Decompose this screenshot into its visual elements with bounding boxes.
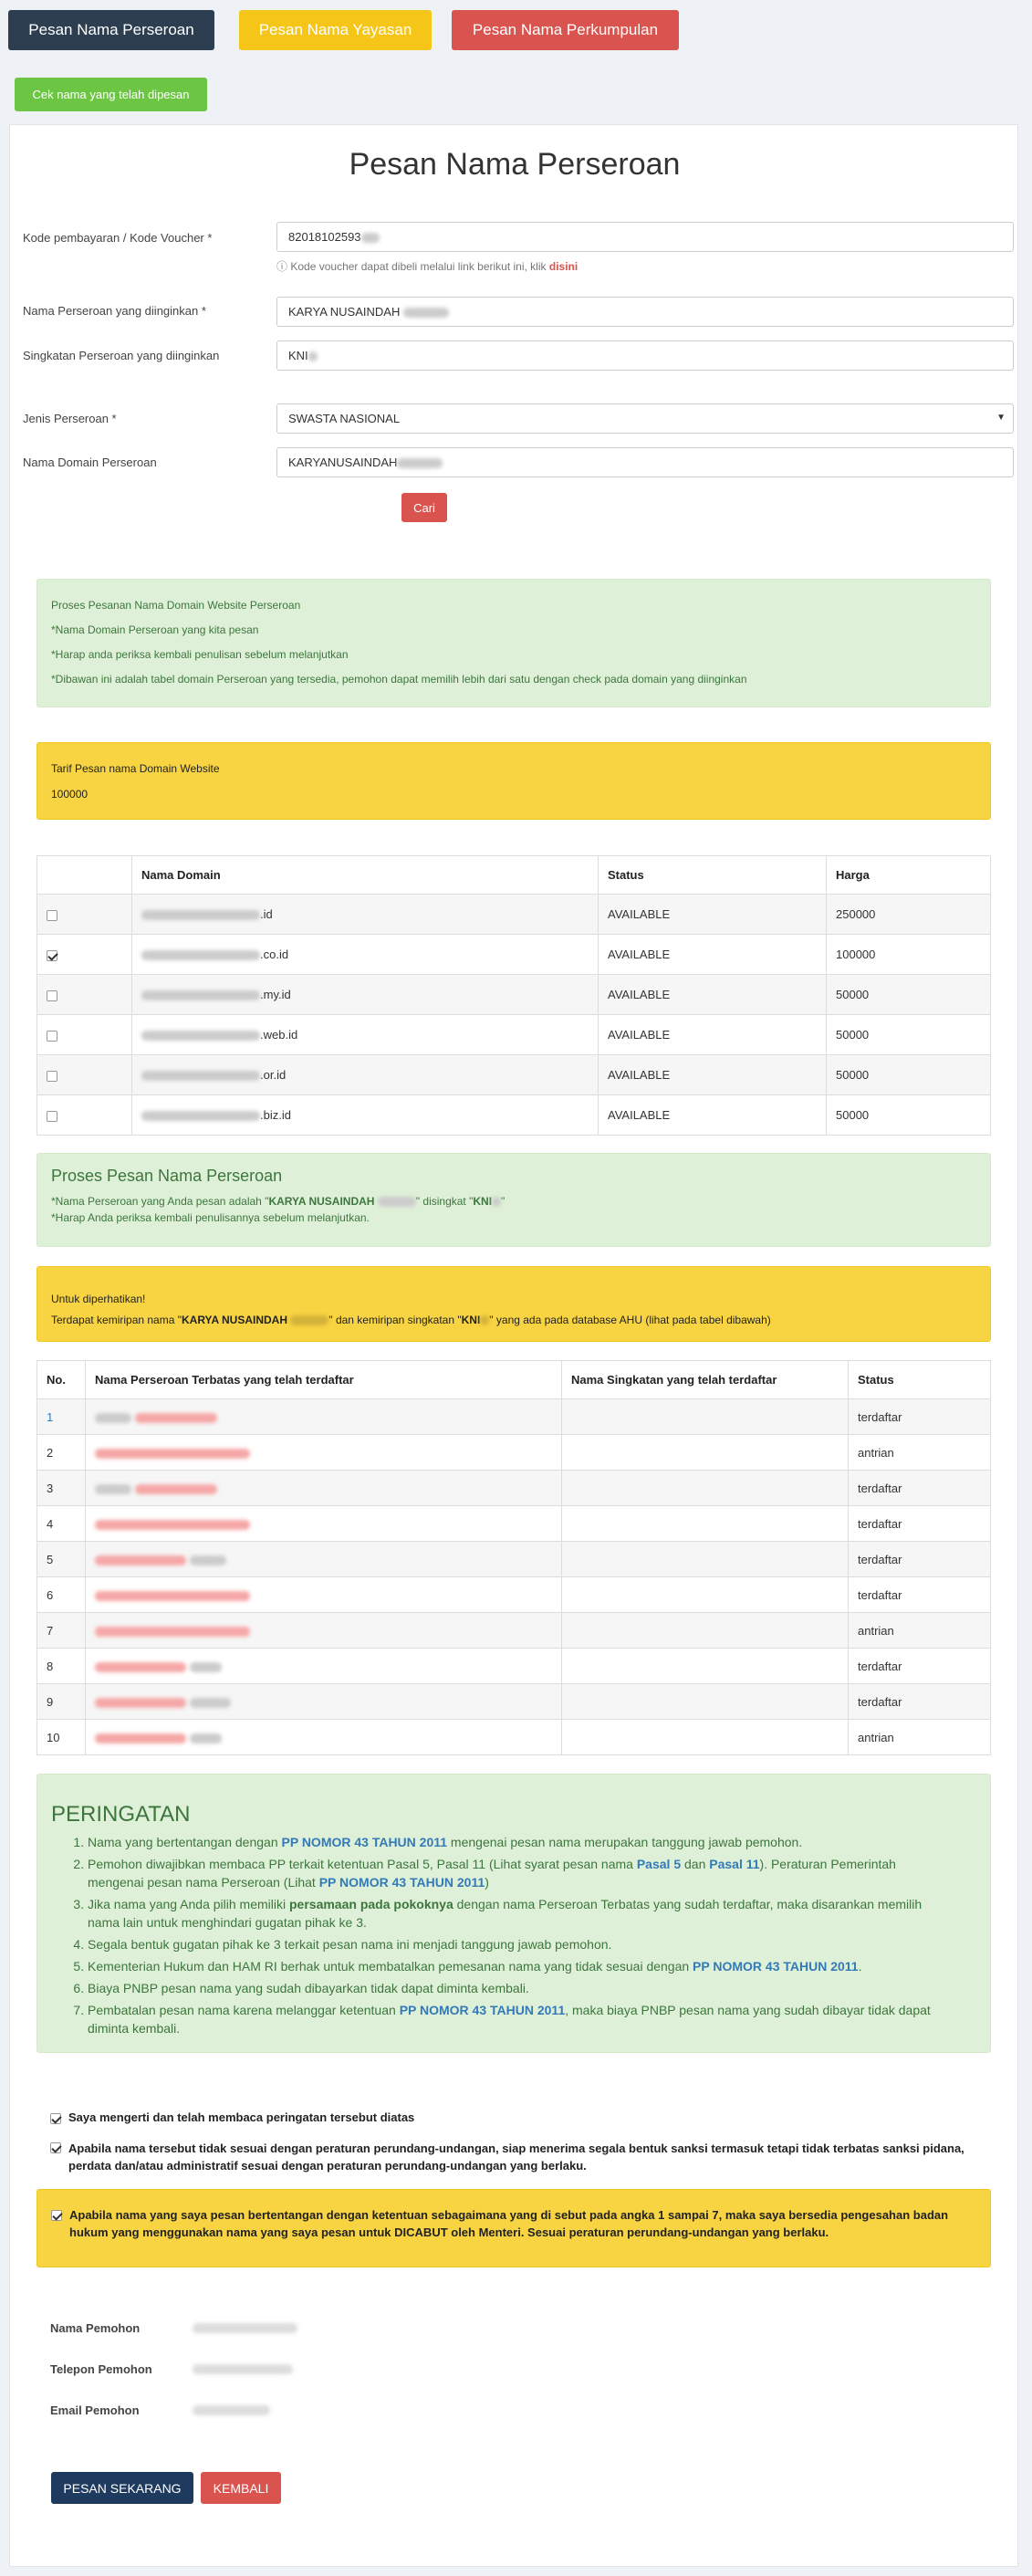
domain-info-title: Proses Pesanan Nama Domain Website Perseroan <box>51 599 301 612</box>
table-row <box>37 1577 991 1613</box>
info-icon: ⓘ <box>276 260 288 273</box>
agree-3-checkbox[interactable] <box>51 2210 62 2221</box>
domain-table-header-harga: Harga <box>827 856 991 895</box>
tarif-alert <box>36 742 991 820</box>
registered-no: 7 <box>37 1613 86 1649</box>
registered-singkatan-cell <box>562 1684 849 1720</box>
registered-nama-redacted <box>95 1555 186 1565</box>
registered-no: 2 <box>37 1435 86 1471</box>
registered-nama-redacted <box>135 1484 217 1494</box>
registered-nama-redacted <box>95 1520 250 1530</box>
registered-nama-redacted <box>95 1627 250 1637</box>
registered-nama-redacted <box>190 1555 226 1565</box>
registered-nama-cell <box>86 1435 562 1471</box>
jenis-label: Jenis Perseroan * <box>23 412 117 425</box>
registered-nama-redacted <box>135 1413 217 1423</box>
registered-status: terdaftar <box>849 1684 991 1720</box>
perhatian-abbr: KNI <box>461 1314 481 1326</box>
domain-info-alert <box>36 579 991 707</box>
domain-checkbox[interactable] <box>47 910 57 921</box>
peringatan-item <box>88 2001 954 2037</box>
registered-no: 9 <box>37 1684 86 1720</box>
domain-label: Nama Domain Perseroan <box>23 456 157 469</box>
domain-table-header-select <box>37 856 132 895</box>
registered-no: 8 <box>37 1649 86 1684</box>
agree-2-text: Apabila nama tersebut tidak sesuai dengan peraturan perundang-undangan, siap menerima segala bentuk sanksi termasuk tetapi tidak terbatas sanksi pidana, perdata dan/atau administratif sesuai dengan peraturan perundang-undangan yang berlaku. <box>68 2141 964 2173</box>
pp-link[interactable]: PP NOMOR 43 TAHUN 2011 <box>693 1959 859 1974</box>
page-title: Pesan Nama Perseroan <box>349 147 681 182</box>
domain-redacted <box>141 990 260 1000</box>
registered-singkatan-cell <box>562 1613 849 1649</box>
pp-link[interactable]: PP NOMOR 43 TAHUN 2011 <box>281 1835 448 1849</box>
domain-value: KARYANUSAINDAH <box>288 456 398 469</box>
domain-harga: 50000 <box>827 1095 991 1136</box>
registered-nama-redacted <box>190 1733 222 1744</box>
peringatan-text: Nama yang bertentangan dengan <box>88 1835 282 1849</box>
domain-checkbox-cell <box>37 935 132 975</box>
perhatian-text-c: " yang ada pada database AHU (lihat pada tabel dibawah) <box>489 1314 771 1326</box>
voucher-label: Kode pembayaran / Kode Voucher * <box>23 231 213 245</box>
proses-text-b: " disingkat " <box>415 1195 474 1208</box>
domain-suffix: .my.id <box>260 988 291 1001</box>
agree-1-text: Saya mengerti dan telah membaca peringatan tersebut diatas <box>68 2110 415 2124</box>
peringatan-text: . <box>858 1959 862 1974</box>
pasal5-link[interactable]: Pasal 5 <box>636 1857 682 1871</box>
domain-redacted <box>141 1031 260 1041</box>
table-row <box>37 1471 991 1506</box>
registered-nama-redacted <box>190 1662 222 1672</box>
table-row <box>37 1055 991 1095</box>
domain-status: AVAILABLE <box>599 1055 827 1095</box>
registered-nama-cell <box>86 1399 562 1435</box>
proses-title: Proses Pesan Nama Perseroan <box>51 1167 283 1185</box>
peringatan-text: ). Peraturan Pemerintah mengenai pesan nama Perseroan (Lihat <box>88 1857 896 1890</box>
table-row <box>37 935 991 975</box>
domain-name-cell <box>132 895 599 935</box>
domain-info-line3: *Dibawan ini adalah tabel domain Perseroan yang tersedia, pemohon dapat memilih lebih dari satu dengan check pada domain yang diinginkan <box>51 673 747 686</box>
voucher-redacted <box>361 233 380 243</box>
pp-link[interactable]: PP NOMOR 43 TAHUN 2011 <box>399 2003 566 2017</box>
jenis-value: SWASTA NASIONAL <box>288 412 401 425</box>
registered-singkatan-cell <box>562 1720 849 1755</box>
table-row <box>37 1649 991 1684</box>
table-row <box>37 1720 991 1755</box>
domain-checkbox-cell <box>37 1015 132 1055</box>
registered-nama-redacted <box>95 1698 186 1708</box>
domain-name-cell <box>132 1015 599 1055</box>
registered-singkatan-cell <box>562 1506 849 1542</box>
domain-harga: 100000 <box>827 935 991 975</box>
domain-redacted <box>141 910 260 920</box>
domain-input[interactable] <box>276 447 1014 477</box>
registered-no: 1 <box>37 1399 86 1435</box>
perhatian-alert <box>36 1266 991 1342</box>
domain-checkbox[interactable] <box>47 1111 57 1122</box>
registered-no: 4 <box>37 1506 86 1542</box>
agree-3-text: Apabila nama yang saya pesan bertentangan dengan ketentuan sebagaimana yang di sebut pada angka 1 sampai 7, maka saya bersedia pengesahan badan hukum yang menggunakan nama yang saya pesan untuk DICABUT oleh Menteri. Sesuai peraturan perundang-undangan yang berlaku. <box>69 2208 949 2239</box>
domain-status: AVAILABLE <box>599 935 827 975</box>
domain-name-cell <box>132 1095 599 1136</box>
domain-suffix: .or.id <box>260 1068 287 1082</box>
registered-status: antrian <box>849 1720 991 1755</box>
proses-text-c: " <box>501 1195 506 1208</box>
peringatan-item: 6. Biaya PNBP pesan nama yang sudah dibayarkan tidak dapat diminta kembali. <box>88 1979 954 1997</box>
agree-1 <box>50 2110 999 2124</box>
table-row <box>37 1613 991 1649</box>
voucher-input[interactable] <box>276 222 1014 252</box>
perhatian-name-redacted <box>290 1315 328 1325</box>
proses-alert <box>36 1153 991 1247</box>
registered-nama-redacted <box>95 1733 186 1744</box>
registered-status: terdaftar <box>849 1471 991 1506</box>
domain-harga: 50000 <box>827 1055 991 1095</box>
proses-line1 <box>51 1193 976 1209</box>
domain-harga: 50000 <box>827 1015 991 1055</box>
registered-status: terdaftar <box>849 1506 991 1542</box>
domain-checkbox[interactable] <box>47 990 57 1001</box>
voucher-help <box>276 258 578 274</box>
agree-2 <box>50 2140 999 2174</box>
registered-singkatan-cell <box>562 1542 849 1577</box>
registered-nama-cell <box>86 1506 562 1542</box>
domain-checkbox[interactable] <box>47 950 57 961</box>
registered-nama-cell <box>86 1613 562 1649</box>
peringatan-bold: persamaan pada pokoknya <box>289 1897 453 1911</box>
registered-header-singkatan: Nama Singkatan yang telah terdaftar <box>562 1361 849 1399</box>
table-row <box>37 1095 991 1136</box>
registered-nama-redacted <box>95 1591 250 1601</box>
peringatan-title: PERINGATAN <box>51 1802 191 1827</box>
domain-table-header-status: Status <box>599 856 827 895</box>
domain-name-cell <box>132 935 599 975</box>
registered-no: 5 <box>37 1542 86 1577</box>
registered-status: terdaftar <box>849 1542 991 1577</box>
registered-nama-cell <box>86 1542 562 1577</box>
voucher-help-text: Kode voucher dapat dibeli melalui link berikut ini, klik <box>290 260 547 273</box>
domain-harga: 50000 <box>827 975 991 1015</box>
domain-name-cell <box>132 975 599 1015</box>
table-row <box>37 1015 991 1055</box>
cari-button[interactable]: Cari <box>401 493 447 522</box>
peringatan-item <box>88 1895 954 1932</box>
registered-status: antrian <box>849 1613 991 1649</box>
registered-singkatan-cell <box>562 1577 849 1613</box>
agree-2-checkbox[interactable] <box>50 2142 61 2153</box>
voucher-link[interactable]: disini <box>548 260 579 273</box>
singkatan-input[interactable] <box>276 340 1014 371</box>
domain-checkbox[interactable] <box>47 1031 57 1042</box>
registered-nama-cell <box>86 1471 562 1506</box>
perhatian-title: Untuk diperhatikan! <box>51 1293 146 1305</box>
domain-checkbox[interactable] <box>47 1071 57 1082</box>
peringatan-item <box>88 1833 954 1851</box>
tab-pesan-nama-yayasan[interactable]: Pesan Nama Yayasan <box>239 10 432 50</box>
tab-pesan-nama-perkumpulan[interactable]: Pesan Nama Perkumpulan <box>452 10 679 50</box>
proses-abbr-redacted <box>492 1197 501 1207</box>
tarif-value: 100000 <box>51 788 89 801</box>
registered-status: antrian <box>849 1435 991 1471</box>
domain-harga: 250000 <box>827 895 991 935</box>
jenis-select[interactable] <box>276 403 1014 434</box>
perhatian-name: KARYA NUSAINDAH <box>182 1314 288 1326</box>
tab-pesan-nama-perseroan[interactable]: Pesan Nama Perseroan <box>8 10 214 50</box>
registered-singkatan-cell <box>562 1435 849 1471</box>
peringatan-alert <box>36 1774 991 2053</box>
registered-singkatan-cell <box>562 1649 849 1684</box>
proses-line2: *Harap Anda periksa kembali penulisannya sebelum melanjutkan. <box>51 1211 370 1224</box>
registered-header-status: Status <box>849 1361 991 1399</box>
registered-singkatan-cell <box>562 1399 849 1435</box>
peringatan-text: , maka biaya PNBP pesan nama yang sudah dibayar tidak dapat diminta kembali. <box>88 2003 931 2036</box>
peringatan-list <box>51 1833 954 2037</box>
nama-label: Nama Perseroan yang diinginkan * <box>23 304 206 318</box>
registered-header-nama: Nama Perseroan Terbatas yang telah terdaftar <box>86 1361 562 1399</box>
proses-name-redacted <box>378 1197 416 1207</box>
registered-status: terdaftar <box>849 1577 991 1613</box>
registered-status: terdaftar <box>849 1399 991 1435</box>
domain-table-header-name: Nama Domain <box>132 856 599 895</box>
registered-nama-cell <box>86 1649 562 1684</box>
perhatian-text-b: " dan kemiripan singkatan " <box>328 1314 462 1326</box>
registered-nama-redacted <box>95 1662 186 1672</box>
perhatian-text <box>51 1310 976 1331</box>
domain-suffix: .web.id <box>260 1028 298 1042</box>
domain-status: AVAILABLE <box>599 895 827 935</box>
singkatan-value: KNI <box>288 349 308 362</box>
agree-3-alert <box>36 2189 991 2267</box>
peringatan-text: mengenai pesan nama merupakan tanggung jawab pemohon. <box>447 1835 803 1849</box>
domain-name-cell <box>132 1055 599 1095</box>
table-row <box>37 1506 991 1542</box>
registered-nama-cell <box>86 1720 562 1755</box>
registered-header-no: No. <box>37 1361 86 1399</box>
domain-suffix: .id <box>260 907 273 921</box>
domain-redacted <box>141 1071 260 1081</box>
singkatan-redacted <box>308 351 318 361</box>
registered-nama-cell <box>86 1577 562 1613</box>
nama-pemohon-redacted <box>193 2323 297 2333</box>
agree-1-checkbox[interactable] <box>50 2113 61 2124</box>
table-row <box>37 1542 991 1577</box>
domain-checkbox-cell <box>37 895 132 935</box>
peringatan-text: dan <box>681 1857 710 1871</box>
domain-redacted <box>141 1111 260 1121</box>
proses-text-a: *Nama Perseroan yang Anda pesan adalah " <box>51 1195 269 1208</box>
nama-pemohon-label: Nama Pemohon <box>50 2321 141 2335</box>
registered-nama-redacted <box>95 1484 131 1494</box>
registered-no: 6 <box>37 1577 86 1613</box>
domain-suffix: .biz.id <box>260 1108 291 1122</box>
telepon-pemohon-label: Telepon Pemohon <box>50 2362 152 2376</box>
pesan-sekarang-button[interactable]: PESAN SEKARANG <box>51 2472 193 2504</box>
caret-down-icon: ▼ <box>996 413 1006 423</box>
peringatan-item <box>88 1957 954 1975</box>
nama-input[interactable] <box>276 297 1014 327</box>
registered-nama-redacted <box>95 1449 250 1459</box>
pp-link[interactable]: PP NOMOR 43 TAHUN 2011 <box>318 1875 485 1890</box>
registered-nama-redacted <box>95 1413 131 1423</box>
peringatan-text: dengan nama Perseroan Terbatas yang sudah terdaftar, maka disarankan memilih nama lain untuk menghindari gugatan pihak ke 3. <box>88 1897 923 1930</box>
registered-no: 10 <box>37 1720 86 1755</box>
table-row <box>37 1435 991 1471</box>
singkatan-label: Singkatan Perseroan yang diinginkan <box>23 349 220 362</box>
email-pemohon-redacted <box>193 2405 270 2415</box>
domain-redacted <box>141 950 260 960</box>
proses-name: KARYA NUSAINDAH <box>268 1195 375 1208</box>
perhatian-abbr-redacted <box>480 1315 489 1325</box>
telepon-pemohon-redacted <box>193 2364 293 2374</box>
peringatan-text: Kementerian Hukum dan HAM RI berhak untuk membatalkan pemesanan nama yang tidak sesuai dengan <box>88 1959 693 1974</box>
peringatan-text: ) <box>485 1875 489 1890</box>
domain-checkbox-cell <box>37 975 132 1015</box>
table-row <box>37 895 991 935</box>
peringatan-text: Pembatalan pesan nama karena melanggar ketentuan <box>88 2003 400 2017</box>
domain-info-line2: *Harap anda periksa kembali penulisan sebelum melanjutkan <box>51 648 349 661</box>
registered-table <box>36 1360 991 1755</box>
nama-value: KARYA NUSAINDAH <box>288 305 401 319</box>
registered-status: terdaftar <box>849 1649 991 1684</box>
peringatan-text: Jika nama yang Anda pilih memiliki <box>88 1897 289 1911</box>
form-panel <box>9 124 1018 2567</box>
nama-redacted <box>403 308 449 318</box>
perhatian-text-a: Terdapat kemiripan nama " <box>51 1314 182 1326</box>
registered-singkatan-cell <box>562 1471 849 1506</box>
domain-info-line1: *Nama Domain Perseroan yang kita pesan <box>51 623 259 636</box>
email-pemohon-label: Email Pemohon <box>50 2403 140 2417</box>
registered-nama-redacted <box>190 1698 231 1708</box>
domain-status: AVAILABLE <box>599 1015 827 1055</box>
kembali-button[interactable]: KEMBALI <box>201 2472 281 2504</box>
proses-abbr: KNI <box>473 1195 493 1208</box>
domain-status: AVAILABLE <box>599 975 827 1015</box>
cek-nama-button[interactable]: Cek nama yang telah dipesan <box>15 78 207 111</box>
registered-nama-cell <box>86 1684 562 1720</box>
table-row <box>37 1684 991 1720</box>
domain-checkbox-cell <box>37 1095 132 1136</box>
domain-checkbox-cell <box>37 1055 132 1095</box>
tarif-title: Tarif Pesan nama Domain Website <box>51 762 220 775</box>
domain-table <box>36 855 991 1136</box>
table-row <box>37 975 991 1015</box>
voucher-value: 82018102593 <box>288 230 361 244</box>
domain-status: AVAILABLE <box>599 1095 827 1136</box>
domain-redacted <box>397 458 443 468</box>
peringatan-text: Pemohon diwajibkan membaca PP terkait ketentuan Pasal 5, Pasal 11 (Lihat syarat pesan nama <box>88 1857 637 1871</box>
pasal11-link[interactable]: Pasal 11 <box>709 1857 760 1871</box>
peringatan-item: 4. Segala bentuk gugatan pihak ke 3 terkait pesan nama ini menjadi tanggung jawab pemohon. <box>88 1935 954 1953</box>
table-row <box>37 1399 991 1435</box>
peringatan-item <box>88 1855 954 1891</box>
domain-suffix: .co.id <box>260 948 289 961</box>
registered-no: 3 <box>37 1471 86 1506</box>
